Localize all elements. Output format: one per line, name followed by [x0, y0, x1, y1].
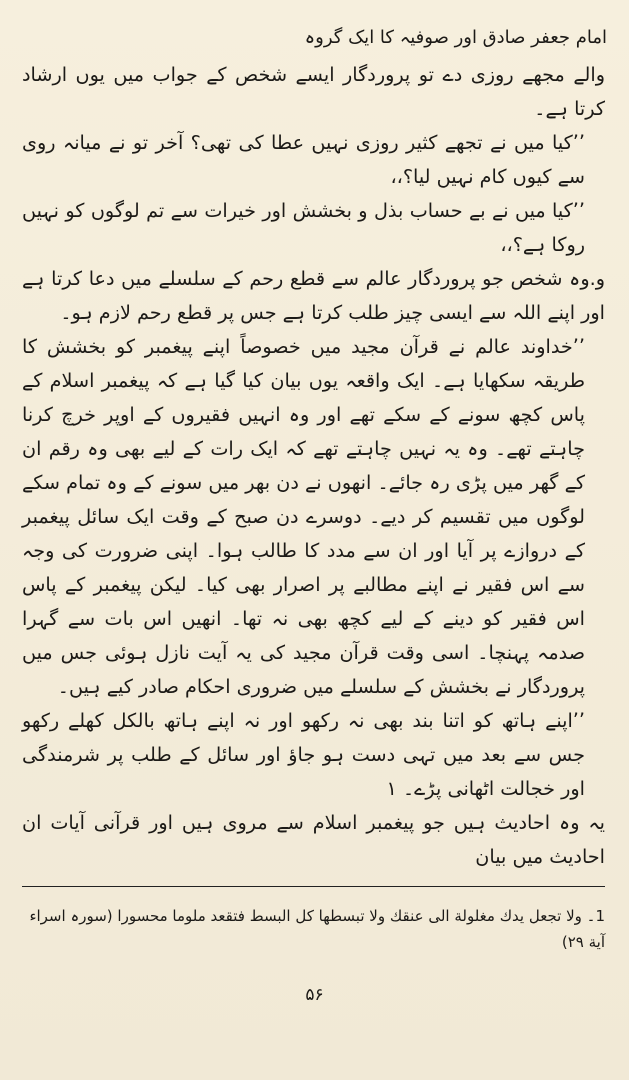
paragraph-quote: ’’کیا میں نے تجھے کثیر روزی نہیں عطا کی تھی؟ آخر تو نے میانہ روی سے کیوں کام نہیں لیا؟،، [22, 131, 585, 188]
paragraph: و.وہ شخص جو پروردگار عالم سے قطع رحم کے سلسلے میں دعا کرتا ہے اور اپنے اللہ سے ایسی چیز طلب کرتا ہے جس پر قطع رحم لازم ہو۔ [22, 267, 605, 324]
paragraph: والے مجھے روزی دے تو پروردگار ایسے شخص کے جواب میں یوں ارشاد کرتا ہے۔ [22, 63, 605, 120]
footnote-divider [22, 886, 605, 887]
main-text [22, 58, 605, 874]
running-header: امام جعفر صادق اور صوفیہ کا ایک گروہ [304, 27, 607, 48]
footnote: 1۔ ولا تجعل یدك مغلولة الى عنقك ولا تبسطها كل البسط فتقعد ملوما محسورا (سورہ اسراء آیة ۲۹) [29, 907, 605, 951]
paragraph-quote: ’’اپنے ہاتھ کو اتنا بند بھی نہ رکھو اور نہ اپنے ہاتھ بالکل کھلے رکھو جس سے بعد میں تہی دست ہو جاؤ اور سائل کے طلب پر شرمندگی اور خجالت اٹھانی پڑے۔ ۱ [22, 709, 585, 800]
paragraph-quote: ’’خداوند عالم نے قرآن مجید میں خصوصاً اپنے پیغمبر کو بخشش کا طریقہ سکھایا ہے۔ ایک واقعہ یوں بیان کیا گیا ہے کہ پیغمبر اسلام کے پاس کچھ سونے کے سکے تھے اور وہ انہیں فقیروں کے اوپر خرچ کرنا چاہتے تھے۔ وہ یہ نہیں چاہتے تھے کہ ایک رات کے لیے بھی وہ رقم ان کے گھر میں پڑی رہ جائے۔ انھوں نے دن بھر میں سونے کے وہ تمام سکے لوگوں میں تقسیم کر دیے۔ دوسرے دن صبح کے وقت ایک سائل پیغمبر کے دروازے پر آیا اور ان سے مدد کا طالب ہوا۔ اپنی ضرورت کی وجہ سے اس فقیر نے اپنے مطالبے پر اصرار بھی کیا۔ لیکن پیغمبر کے پاس اس فقیر کو دینے کے لیے کچھ بھی نہ تھا۔ انھیں اس بات سے گہرا صدمہ پہنچا۔ اسی وقت قرآن مجید کی یہ آیت نازل ہوئی جس میں پروردگار نے بخشش کے سلسلے میں ضروری احکام صادر کیے ہیں۔ [22, 335, 585, 698]
paragraph-quote: ’’کیا میں نے بے حساب بذل و بخشش اور خیرات سے تم لوگوں کو نہیں روکا ہے؟،، [22, 199, 585, 256]
paragraph: یہ وہ احادیث ہیں جو پیغمبر اسلام سے مروی ہیں اور قرآنی آیات ان احادیث میں بیان [22, 811, 605, 868]
page-number: ۵۶ [305, 985, 324, 1005]
